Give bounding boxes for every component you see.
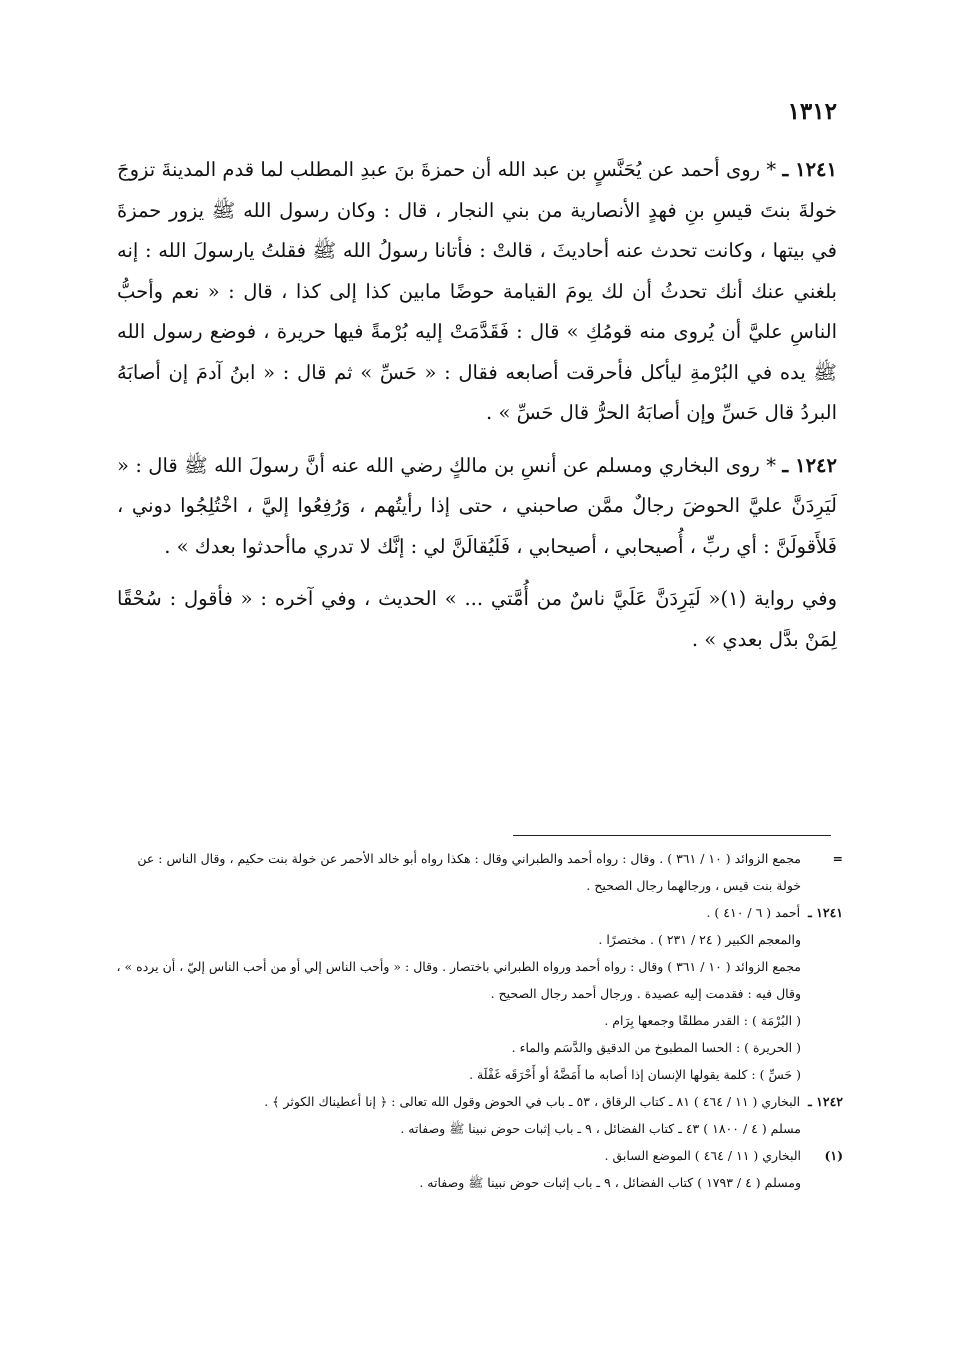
page-number: ١٣١٢ [787, 98, 837, 125]
footnote-1241 [115, 899, 843, 926]
footnote-text: البخاري ( ١١ / ٤٦٤ ) الموضع السابق . [604, 1148, 801, 1163]
footnote-tag: ١٢٤١ ـ [808, 905, 843, 920]
footnote-text: مجمع الزوائد ( ١٠ / ٣٦١ ) . وقال : رواه أحمد والطبراني وقال : هكذا رواه أبو خالد الأحمر عن خولة بنت حكيم ، وقال الناس : عن خولة بنت قيس ، ورجالهما رجال الصحيح . [137, 851, 801, 893]
footnote-line: ( البُرْمَة ) : القدر مطلقًا وجمعها بِرَام . [604, 1013, 801, 1028]
hadith-1242 [117, 446, 837, 568]
footnote-continued [115, 845, 843, 899]
footnote-line: ( الحريرة ) : الحسا المطبوخ من الدقيق والدَّسَم والماء . [511, 1040, 801, 1055]
footnotes [115, 845, 843, 1196]
hadith-1241 [117, 150, 837, 434]
hadith-text: * روى أحمد عن يُحَنَّسٍ بن عبد الله أن حمزةَ بنَ عبدِ المطلب لما قدم المدينةَ تزوجَ خولةَ بنتَ قيسِ بنِ فهدٍ الأنصارية من بني النجار ، قال : وكان رسول الله ﷺ يزور حمزةَ في بيتها ، وكانت تحدث عنه أحاديثَ ، قالتْ : فأتانا رسولُ الله ﷺ فقلتُ يارسولَ الله : إنه بلغني عنك أنك تحدثُ أن لك يومَ القيامة حوضًا مابين كذا إلى كذا ، قال : « نعم وأحبُّ الناسِ عليَّ أن يُروى منه قومُكِ » قال : فَقَدَّمَتْ إليه بُرْمةً فيها حريرة ، فوضع رسول الله ﷺ يده في البُرْمةِ ليأكل فأحرقت أصابعه فقال : « حَسِّ » ثم قال : « ابنُ آدمَ إن أصابَهُ البردُ قال حَسِّ وإن أصابَهُ الحرُّ قال حَسِّ » . [117, 158, 837, 424]
hadith-number: ١٢٤٢ ـ [782, 453, 838, 477]
footnote-line: مسلم ( ٤ / ١٨٠٠ ) ٤٣ ـ كتاب الفضائل ، ٩ ـ باب إثبات حوض نبينا ﷺ وصفاته . [400, 1121, 801, 1136]
footnote-tag: ١٢٤٢ ـ [808, 1094, 843, 1109]
main-text [117, 150, 837, 672]
footnote-1242 [115, 1088, 843, 1115]
footnote-line: والمعجم الكبير ( ٢٤ / ٢٣١ ) . مختصرًا . [598, 932, 801, 947]
footnote-line: ومسلم ( ٤ / ١٧٩٣ ) كتاب الفضائل ، ٩ ـ باب إثبات حوض نبينا ﷺ وصفاته . [419, 1175, 801, 1190]
footnote-text: أحمد ( ٦ / ٤١٠ ) . [706, 905, 801, 920]
footnote-line: ( حَسِّ ) : كلمة يقولها الإنسان إذا أصابه ما أَمَضَّهُ أو أَحْرَقَه غَفْلَة . [469, 1067, 801, 1082]
footnote-line: مجمع الزوائد ( ١٠ / ٣٦١ ) وقال : رواه أحمد ورواه الطبراني باختصار . وقال : « وأحب الناس إلي أو من أحب الناس إليّ ، أن يرده » ، وقال فيه : فقدمت إليه عصيدة . ورجال أحمد رجال الصحيح . [116, 959, 801, 1001]
footnote-text: البخاري ( ١١ / ٤٦٤ ) ٨١ ـ كتاب الرقاق ، ٥٣ ـ باب في الحوض وقول الله تعالى : ﴿ إنا أعطيناك الكوثر ﴾ . [264, 1094, 801, 1109]
hadith-text: * روى البخاري ومسلم عن أنسِ بن مالكٍ رضي الله عنه أنَّ رسولَ الله ﷺ قال : « لَيَرِدَنَّ عليَّ الحوضَ رجالٌ ممَّن صاحبني ، حتى إذا رأيتُهم ، وَرُفِعُوا إليَّ ، اخْتُلِجُوا دوني ، فَلأَقولَنَّ : أي ربِّ ، أُصيحابي ، أصيحابي ، فَلَيُقالَنَّ لي : إنَّك لا تدري ماأحدثوا بعدك » . [117, 453, 837, 558]
riwaya-paragraph: وفي رواية (١)« لَيَرِدَنَّ عَلَيَّ ناسٌ من أُمَّتي ... » الحديث ، وفي آخره : « فأقول : سُحْقًا لِمَنْ بدَّل بعدي » . [117, 587, 837, 651]
footnote-tag: (١) [824, 1148, 843, 1163]
hadith-number: ١٢٤١ ـ [782, 158, 837, 181]
footnote-tag: = [832, 851, 843, 866]
footnote-divider [513, 835, 831, 836]
footnote-note-1 [115, 1142, 843, 1169]
